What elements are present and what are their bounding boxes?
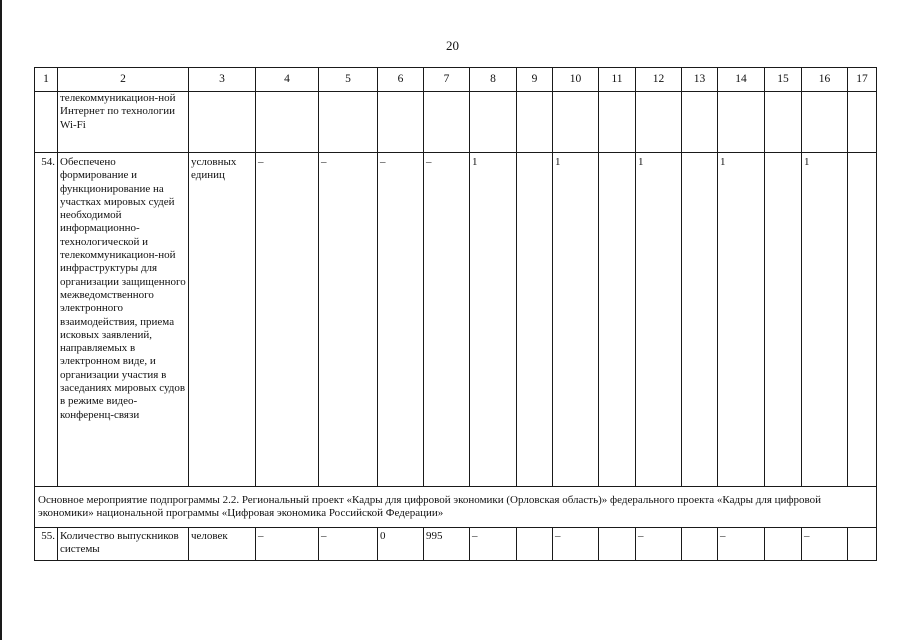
value-cell bbox=[424, 92, 470, 153]
binding-edge bbox=[0, 0, 2, 640]
value-cell: 1 bbox=[636, 153, 682, 487]
header-cell: 14 bbox=[718, 68, 765, 92]
value-cell bbox=[765, 528, 802, 561]
value-cell: 0 bbox=[378, 528, 424, 561]
value-cell bbox=[517, 153, 553, 487]
value-cell bbox=[718, 92, 765, 153]
value-cell bbox=[470, 92, 517, 153]
header-cell: 16 bbox=[802, 68, 848, 92]
indicator-table bbox=[34, 67, 877, 561]
unit-cell: условных единиц bbox=[189, 153, 256, 487]
header-cell: 1 bbox=[35, 68, 58, 92]
value-cell: – bbox=[378, 153, 424, 487]
header-cell: 6 bbox=[378, 68, 424, 92]
indicator-name: Количество выпускников системы bbox=[58, 528, 189, 561]
header-cell: 15 bbox=[765, 68, 802, 92]
value-cell: 995 bbox=[424, 528, 470, 561]
value-cell bbox=[682, 153, 718, 487]
unit-cell: человек bbox=[189, 528, 256, 561]
table-row bbox=[35, 528, 877, 561]
header-cell: 5 bbox=[319, 68, 378, 92]
value-cell bbox=[599, 528, 636, 561]
header-cell: 4 bbox=[256, 68, 319, 92]
value-cell: 1 bbox=[718, 153, 765, 487]
section-row bbox=[35, 487, 877, 528]
value-cell bbox=[765, 92, 802, 153]
value-cell bbox=[553, 92, 599, 153]
value-cell: – bbox=[553, 528, 599, 561]
header-cell: 7 bbox=[424, 68, 470, 92]
header-cell: 10 bbox=[553, 68, 599, 92]
header-cell: 2 bbox=[58, 68, 189, 92]
value-cell bbox=[636, 92, 682, 153]
value-cell bbox=[802, 92, 848, 153]
value-cell: – bbox=[802, 528, 848, 561]
value-cell: – bbox=[319, 528, 378, 561]
value-cell bbox=[765, 153, 802, 487]
header-cell: 3 bbox=[189, 68, 256, 92]
value-cell bbox=[517, 528, 553, 561]
value-cell: – bbox=[636, 528, 682, 561]
value-cell bbox=[319, 92, 378, 153]
value-cell bbox=[682, 92, 718, 153]
value-cell: 1 bbox=[553, 153, 599, 487]
section-title: Основное мероприятие подпрограммы 2.2. Региональный проект «Кадры для цифровой экономики (Орловская область)» федерального проекта «Кадры для цифровой экономики» национальной программы «Цифровая экономика Российской Федерации» bbox=[35, 487, 877, 528]
value-cell bbox=[256, 92, 319, 153]
header-cell: 11 bbox=[599, 68, 636, 92]
indicator-name: Обеспечено формирование и функционирование на участках мировых судей необходимой информационно-технологической и телекоммуникацион-ной инфраструктуры для организации защищенного межведомственного электронного взаимодействия, приема исковых заявлений, направляемых в электронном виде, и организации участия в заседаниях мировых судов в режиме видео-конференц-связи bbox=[58, 153, 189, 487]
row-number: 54. bbox=[35, 153, 58, 487]
value-cell: – bbox=[319, 153, 378, 487]
row-number: 55. bbox=[35, 528, 58, 561]
value-cell: – bbox=[718, 528, 765, 561]
table-row bbox=[35, 153, 877, 487]
value-cell bbox=[517, 92, 553, 153]
header-cell: 17 bbox=[848, 68, 877, 92]
value-cell bbox=[378, 92, 424, 153]
value-cell bbox=[599, 92, 636, 153]
indicator-name: телекоммуникацион-ной Интернет по технологии Wi-Fi bbox=[58, 92, 189, 153]
value-cell bbox=[848, 153, 877, 487]
value-cell: 1 bbox=[802, 153, 848, 487]
value-cell bbox=[189, 92, 256, 153]
header-cell: 9 bbox=[517, 68, 553, 92]
row-number bbox=[35, 92, 58, 153]
value-cell: – bbox=[256, 528, 319, 561]
header-cell: 8 bbox=[470, 68, 517, 92]
value-cell: – bbox=[470, 528, 517, 561]
value-cell bbox=[682, 528, 718, 561]
value-cell: – bbox=[424, 153, 470, 487]
page-number: 20 bbox=[446, 38, 459, 53]
value-cell bbox=[848, 528, 877, 561]
header-cell: 13 bbox=[682, 68, 718, 92]
value-cell bbox=[848, 92, 877, 153]
table-row bbox=[35, 92, 877, 153]
value-cell: 1 bbox=[470, 153, 517, 487]
header-row bbox=[35, 68, 877, 92]
value-cell: – bbox=[256, 153, 319, 487]
value-cell bbox=[599, 153, 636, 487]
header-cell: 12 bbox=[636, 68, 682, 92]
